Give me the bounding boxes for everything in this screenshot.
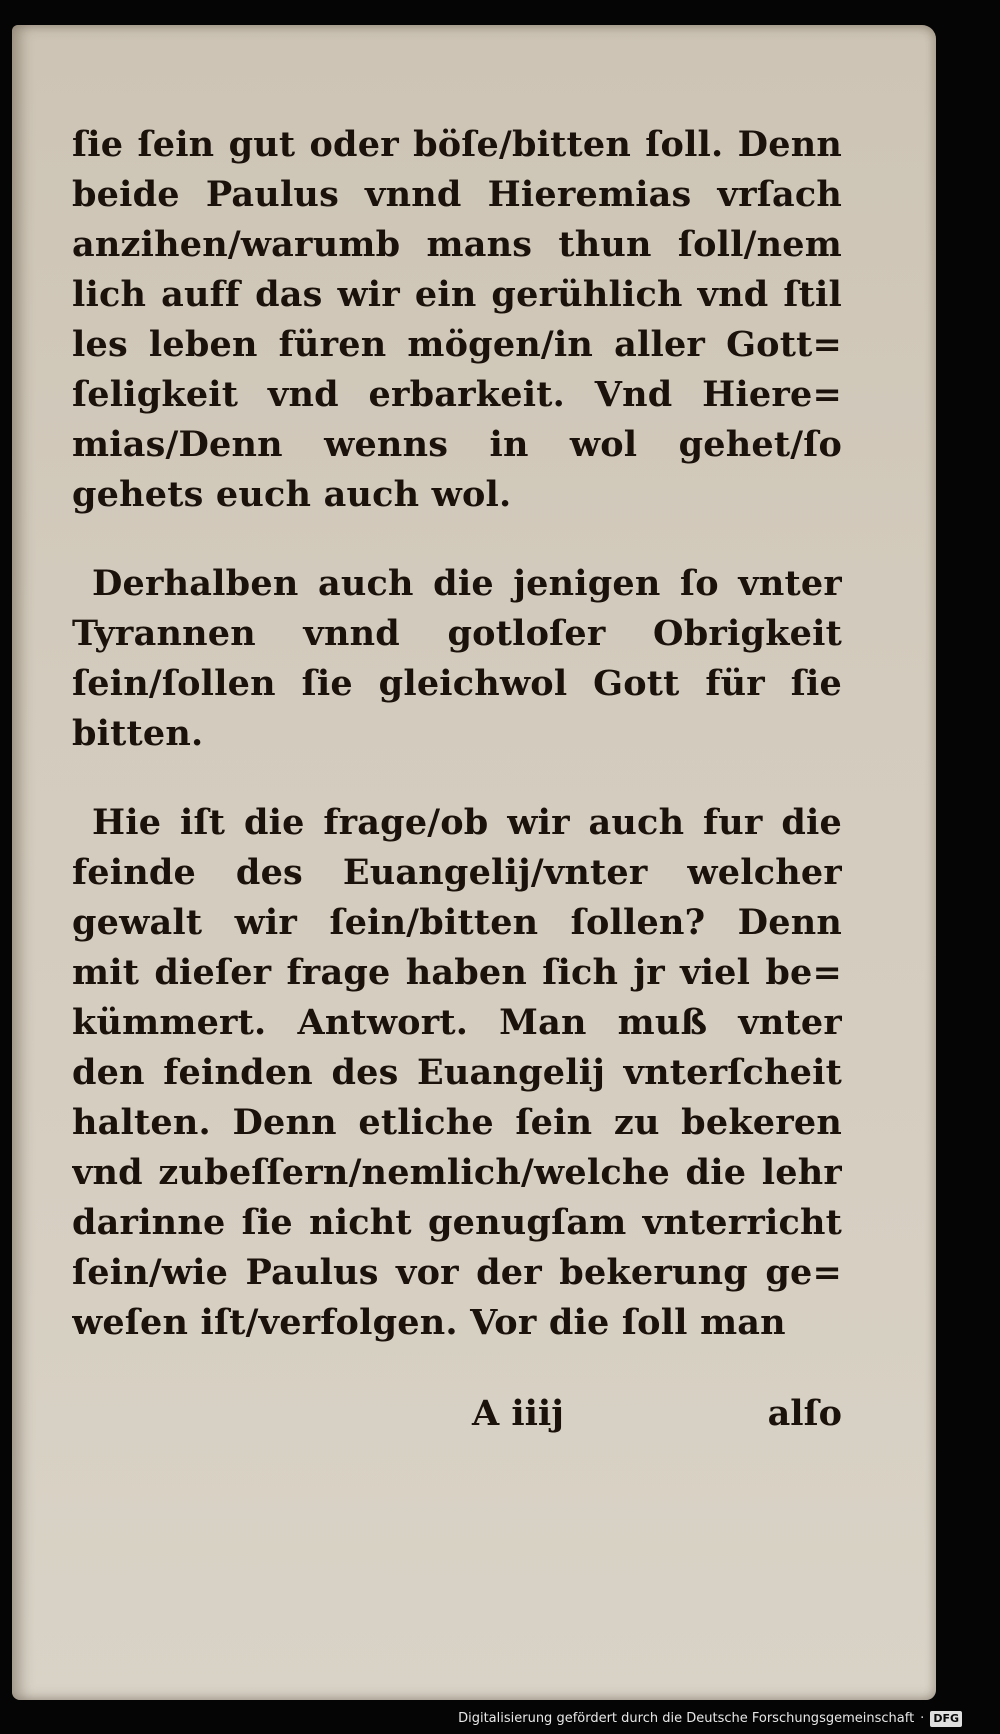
text-line: ſein/wie Paulus vor der bekerung ge= xyxy=(72,1252,842,1293)
credit-text: Digitalisierung gefördert durch die Deutsche Forschungsgemeinschaft xyxy=(458,1711,915,1726)
paragraph xyxy=(72,559,842,759)
page-footer-line xyxy=(72,1389,842,1439)
digitization-credit: Digitalisierung gefördert durch die Deutsche Forschungsgemeinschaft · DFG xyxy=(458,1708,962,1730)
catchword: alſo xyxy=(767,1393,842,1434)
text-line: lich auff das wir ein gerühlich vnd ſtil xyxy=(72,274,842,315)
paragraph xyxy=(72,120,842,520)
text-line: kümmert. Antwort. Man muß vnter xyxy=(72,1002,842,1043)
page-text xyxy=(72,120,842,1387)
text-line: Tyrannen vnnd gotloſer Obrigkeit xyxy=(72,613,842,654)
text-line: feinde des Euangelij/vnter welcher xyxy=(72,852,842,893)
signature-mark: A iiij xyxy=(472,1393,564,1434)
text-line: Derhalben auch die jenigen ſo vnter xyxy=(92,563,842,604)
text-line: les leben füren mögen/in aller Gott= xyxy=(72,324,842,365)
text-line: gehets euch auch wol. xyxy=(72,474,512,515)
dfg-logo-icon: DFG xyxy=(930,1711,962,1727)
text-line: den feinden des Euangelij vnterſcheit xyxy=(72,1052,842,1093)
text-line: mias/Denn wenns in wol gehet/ſo xyxy=(72,424,842,465)
paragraph xyxy=(72,798,842,1348)
text-line: bitten. xyxy=(72,713,204,754)
book-page xyxy=(12,25,936,1700)
text-line: ſein/ſollen ſie gleichwol Gott für ſie xyxy=(72,663,842,704)
text-line: darinne ſie nicht genugſam vnterricht xyxy=(72,1202,842,1243)
text-line: vnd zubeſſern/nemlich/welche die lehr xyxy=(72,1152,842,1193)
text-line: gewalt wir ſein/bitten ſollen? Denn xyxy=(72,902,842,943)
text-line: weſen iſt/verfolgen. Vor die ſoll man xyxy=(72,1302,786,1343)
text-line: ſie ſein gut oder böſe/bitten ſoll. Denn xyxy=(72,124,842,165)
text-line: halten. Denn etliche ſein zu bekeren xyxy=(72,1102,842,1143)
text-line: mit dieſer frage haben ſich jr viel be= xyxy=(72,952,842,993)
text-line: ſeligkeit vnd erbarkeit. Vnd Hiere= xyxy=(72,374,842,415)
text-line: anzihen/warumb mans thun ſoll/nem xyxy=(72,224,842,265)
text-line: beide Paulus vnnd Hieremias vrſach xyxy=(72,174,842,215)
text-line: Hie iſt die frage/ob wir auch fur die xyxy=(92,802,842,843)
